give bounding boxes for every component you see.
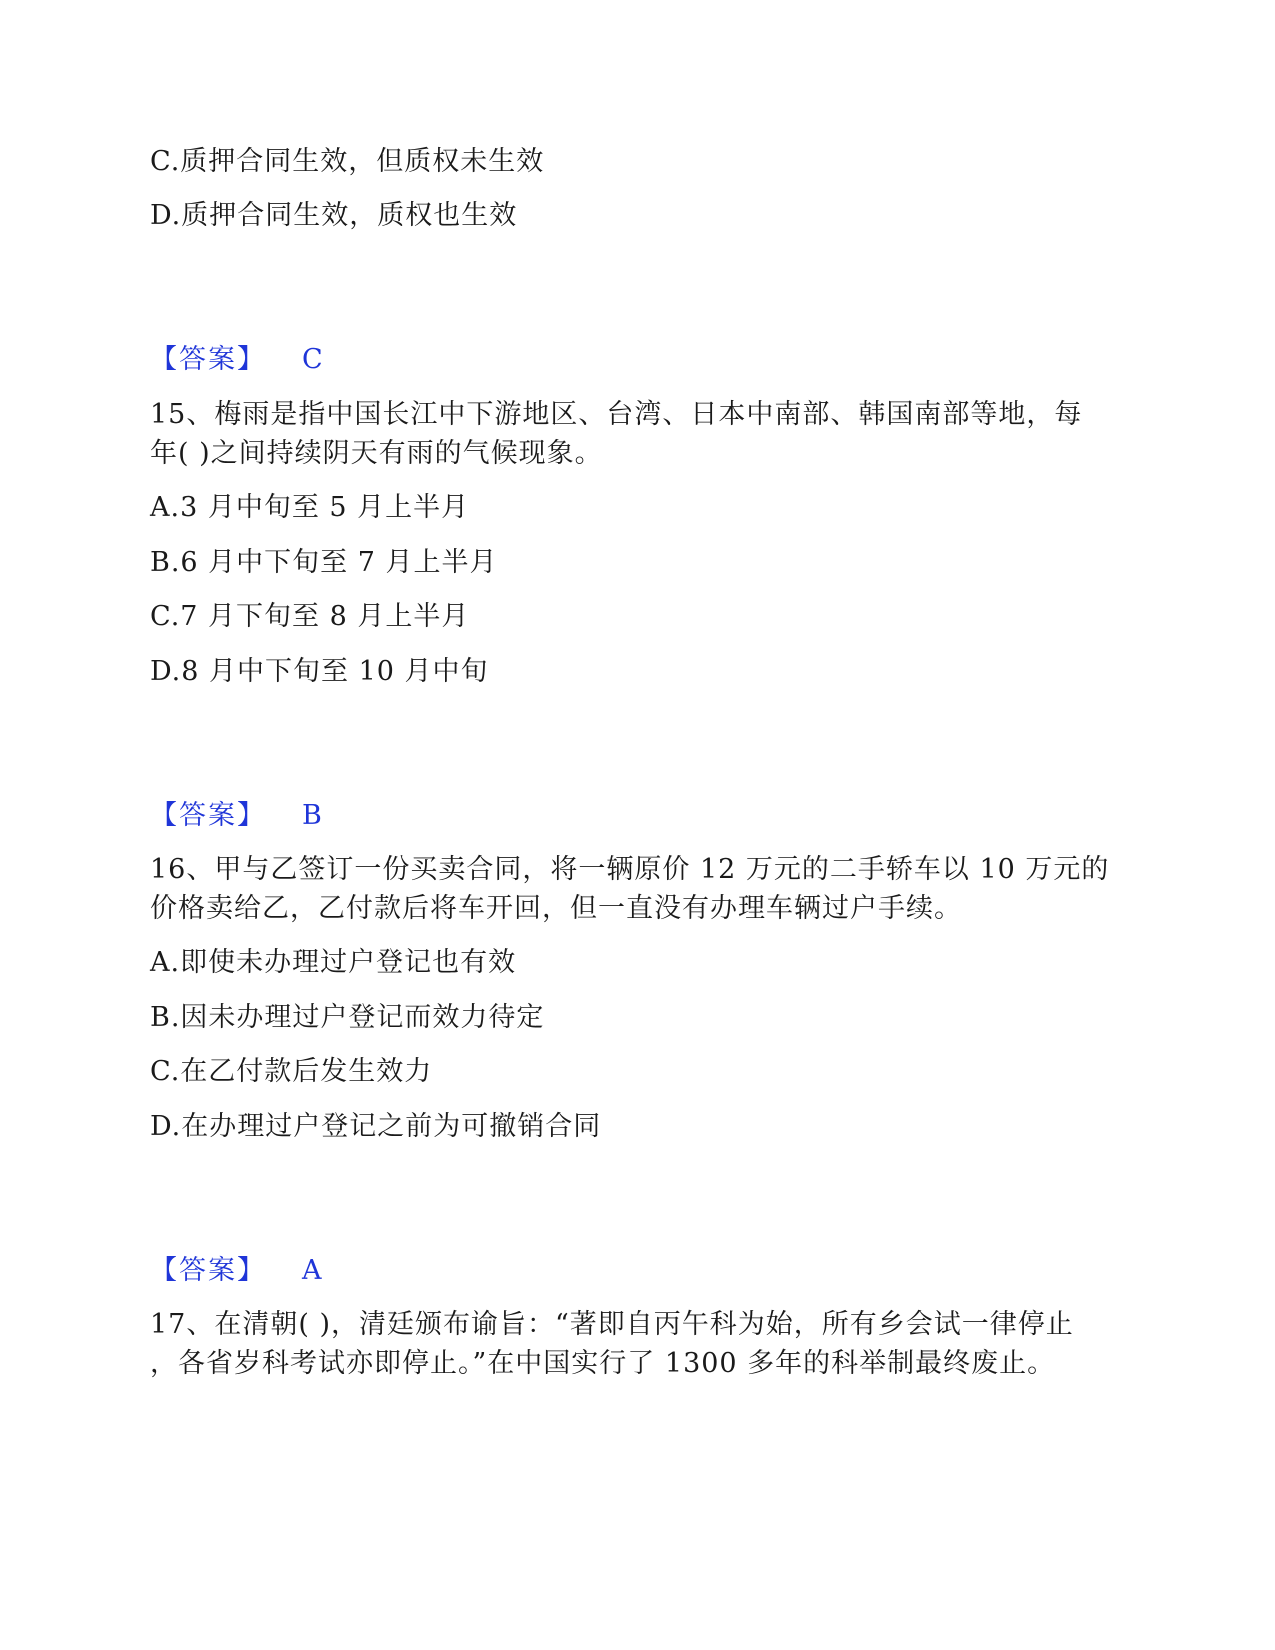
question-stem-line: 价格卖给乙，乙付款后将车开回，但一直没有办理车辆过户手续。 [150,893,962,924]
answer-line [150,341,323,379]
option-a: A.3 月中旬至 5 月上半月 [150,492,470,523]
answer-line [150,797,322,835]
answer-label: 【答案】 [150,344,266,375]
question-stem-line: 年( )之间持续阴天有雨的气候现象。 [150,438,603,469]
option-d: D.8 月中下旬至 10 月中旬 [150,656,489,687]
option-a: A.即使未办理过户登记也有效 [150,947,517,978]
question-stem-line: 15、梅雨是指中国长江中下游地区、台湾、日本中南部、韩国南部等地，每 [150,399,1083,430]
option-d: D.在办理过户登记之前为可撤销合同 [150,1111,602,1142]
option-c: C.7 月下旬至 8 月上半月 [150,601,470,632]
question-stem-line: 16、甲与乙签订一份买卖合同，将一辆原价 12 万元的二手轿车以 10 万元的 [150,854,1110,885]
option-d: D.质押合同生效，质权也生效 [150,200,518,231]
answer-value: B [302,800,322,831]
answer-label: 【答案】 [150,1255,266,1286]
answer-line [150,1252,322,1290]
answer-label: 【答案】 [150,800,266,831]
option-b: B.因未办理过户登记而效力待定 [150,1002,545,1033]
option-b: B.6 月中下旬至 7 月上半月 [150,547,498,578]
answer-value: A [302,1255,322,1286]
answer-value: C [302,344,323,375]
option-c: C.在乙付款后发生效力 [150,1056,433,1087]
question-stem-line: 17、在清朝( )，清廷颁布谕旨：“著即自丙午科为始，所有乡会试一律停止 [150,1309,1074,1340]
option-c: C.质押合同生效，但质权未生效 [150,146,545,177]
question-stem-line: ，各省岁科考试亦即停止。”在中国实行了 1300 多年的科举制最终废止。 [150,1348,1056,1379]
